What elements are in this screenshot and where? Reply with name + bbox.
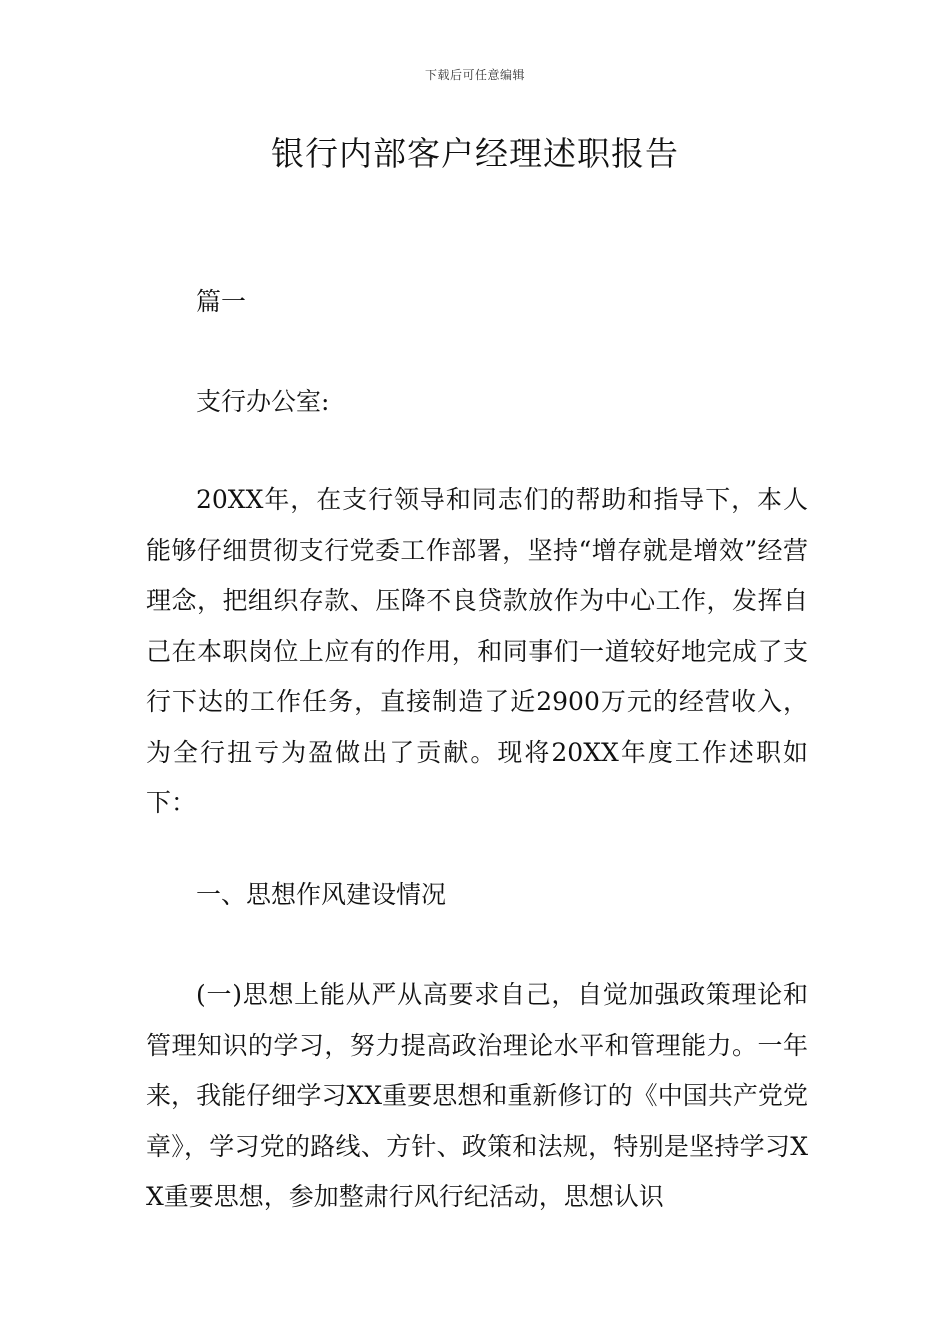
section-1-paragraph: (一)思想上能从严从高要求自己，自觉加强政策理论和管理知识的学习，努力提高政治理论水平和管理能力。一年来，我能仔细学习XX重要思想和重新修订的《中国共产党党章》，学习党的路线、方针、政策和法规，特别是坚持学习XX重要思想，参加整肃行风行纪活动，思想认识 [146, 980, 808, 1211]
part-heading: 篇一 [196, 287, 247, 316]
section-heading-1: 一、思想作风建设情况 [196, 880, 447, 909]
intro-paragraph: 20XX年，在支行领导和同志们的帮助和指导下，本人能够仔细贯彻支行党委工作部署，坚持“增存就是增效”经营理念，把组织存款、压降不良贷款放作为中心工作，发挥自己在本职岗位上应有的作用，和同事们一道较好地完成了支行下达的工作任务，直接制造了近2900万元的经营收入，为全行扭亏为盈做出了贡献。现将20XX年度工作述职如下： [146, 485, 808, 817]
header-note: 下载后可任意编辑 [424, 68, 525, 82]
salutation: 支行办公室: [196, 387, 330, 416]
document-title: 银行内部客户经理述职报告 [271, 134, 679, 173]
